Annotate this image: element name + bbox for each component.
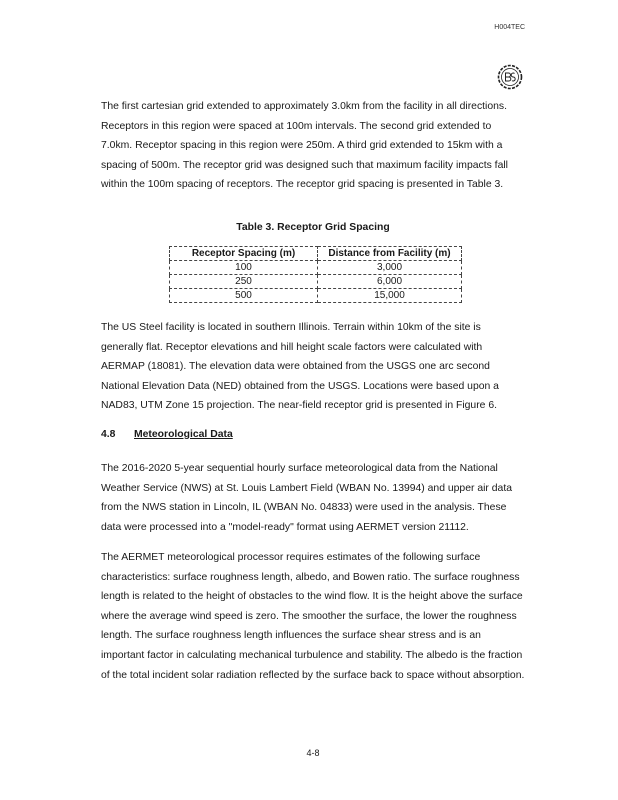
table-header-row [170, 247, 462, 261]
terrain-paragraph: The US Steel facility is located in southern Illinois. Terrain within 10km of the site is generally flat. Receptor elevations and hill height scale factors were calculated with AERMAP (18081). The elevation data were obtained from the USGS one arc second National Elevation Data (NED) obtained from the USGS. Locations were based upon a NAD83, UTM Zone 15 projection. The near-field receptor grid is presented in Figure 6. [101, 322, 499, 412]
intro-paragraph: The first cartesian grid extended to approximately 3.0km from the facility in all directions. Receptors in this region were spaced at 100m intervals. The second grid extended to 7.0km. Receptor spacing in this region were 250m. A third grid extended to 15km with a spacing of 500m. The receptor grid was designed such that maximum facility impacts fall within the 100m spacing of receptors. The receptor grid spacing is presented in Table 3. [101, 101, 508, 191]
table-row [170, 261, 462, 275]
table-cell: 3,000 [318, 261, 462, 275]
company-logo-icon [497, 64, 523, 90]
table-cell: 6,000 [318, 275, 462, 289]
table-cell: 250 [170, 275, 318, 289]
section-heading [101, 429, 233, 440]
section-title: Meteorological Data [134, 429, 233, 440]
section-number: 4.8 [101, 429, 116, 440]
table-row [170, 289, 462, 303]
table-cell: 500 [170, 289, 318, 303]
page-number: 4-8 [306, 748, 320, 758]
table-title: Table 3. Receptor Grid Spacing [236, 222, 390, 233]
table-cell: 100 [170, 261, 318, 275]
table-row [170, 275, 462, 289]
table-header-cell: Distance from Facility (m) [318, 247, 462, 261]
meteorological-data-paragraph: The 2016-2020 5-year sequential hourly surface meteorological data from the National Weather Service (NWS) at St. Louis Lambert Field (WBAN No. 13994) and upper air data from the NWS station in Lincoln, IL (WBAN No. 04833) were used in the analysis. These data were processed into a "model-ready" format using AERMET version 21112. [101, 463, 512, 533]
aermet-paragraph: The AERMET meteorological processor requires estimates of the following surface characteristics: surface roughness length, albedo, and Bowen ratio. The surface roughness length is related to the height of obstacles to the wind flow. It is the height above the surface where the average wind speed is zero. The smoother the surface, the lower the roughness length. The surface roughness length influences the surface shear stress and is an important factor in calculating mechanical turbulence and stability. The albedo is the fraction of the total incident solar radiation reflected by the surface back to space without absorption. [101, 552, 525, 681]
table-header-cell: Receptor Spacing (m) [170, 247, 318, 261]
document-code: H004TEC [494, 24, 525, 31]
table-cell: 15,000 [318, 289, 462, 303]
receptor-grid-table [169, 246, 462, 303]
